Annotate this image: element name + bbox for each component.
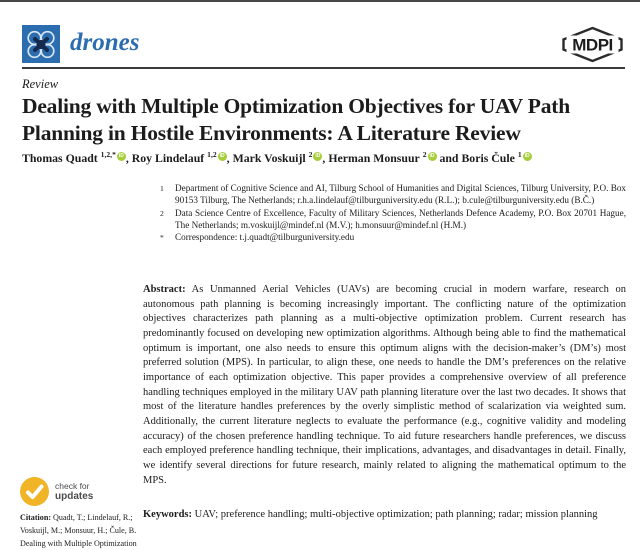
author: Herman Monsuur $^2$ iD and [328,150,462,165]
check-for-text: check for [55,481,90,491]
abstract-label: Abstract: [143,284,186,295]
keywords-label: Keywords: [143,509,192,520]
citation-line: Dealing with Multiple Optimization [20,539,137,548]
journal-name: drones [70,29,140,56]
affiliation-item [160,207,626,232]
mdpi-logo[interactable] [561,26,624,63]
abstract-paragraph [143,283,626,488]
affiliation-marker: 1 [160,184,164,193]
author: Roy Lindelauf $^{1,2}$ iD , [131,150,233,165]
correspondence-marker: * [160,233,164,243]
mdpi-hexagon-icon [561,26,624,63]
citation-text: Quadt, T.; Lindelauf, R.; [51,513,133,522]
affiliation-item [160,182,626,207]
top-edge-strip [0,0,640,2]
drones-journal-logo[interactable] [22,25,60,63]
citation-line: Voskuijl, M.; Monsuur, H.; Čule, B. [20,526,137,535]
orcid-icon[interactable]: iD [429,153,435,159]
check-for-updates-badge[interactable] [20,477,93,506]
authors-line [22,150,634,166]
citation-line [20,511,150,524]
citation-block [20,511,150,550]
affiliation-marker: 2 [160,208,164,218]
paper-title: Dealing with Multiple Optimization Objectives for UAV Path Planning in Hostile Environments: A Literature Review [22,94,570,145]
affiliation-text: Department of Cognitive Science and AI, Tilburg School of Humanities and Digital Sciences, Tilburg University, P.O. Box 90153 Tilburg, The Netherlands; r.h.a.lindelauf@tilburguniversity.edu (R.L.); b.cule@tilburguniversity.edu (B.Č.) [175,183,627,206]
checkmark-circle-icon [20,477,49,506]
updates-text: updates [55,490,94,502]
correspondence-text: Correspondence: t.j.quadt@tilburguniversity.edu [175,232,355,243]
orcid-icon[interactable]: iD [219,153,225,159]
orcid-icon[interactable]: iD [118,153,124,159]
abstract-text: As Unmanned Aerial Vehicles (UAVs) are becoming crucial in modern warfare, research on autonomous path planning is becoming increasingly important. The conflicting nature of the optimization objectives characterizes path planning as a multi-objective optimization problem. Current research has predominantly focused on developing new optimization algorithms. Although being able to find the mathematical optimum is important, one also needs to ensure this optimum aligns with the decision-maker’s (DM’s) most preferred solution (MPS). In particular, to align these, one needs to handle the DM’s preferences on the relative importance of each optimization objective. This paper provides a comprehensive overview of all preference handling techniques employed in the military UAV path planning literature over the last two decades. It shows that most of the literature handles preferences by the overly simplistic method of scalarization via weighted sum. Additionally, the current literature neglects to evaluate the performance (e.g., cognitive validity and modeling accuracy) of the chosen preference handling technique. To aid future researchers handle preferences, we discuss each employed preference handling technique, their implications, advantages, and disadvantages in detail. Finally, we identify several directions for future research, mainly related to aligning the mathematical optimum to the MPS. [143,284,626,486]
affiliation-text: Data Science Centre of Excellence, Faculty of Military Sciences, Netherlands Defence Academy, P.O. Box 20701 Hague, The Netherlands; m.voskuijl@mindef.nl (M.V.); h.monsuur@mindef.nl (H.M.) [175,207,626,230]
citation-label: Citation: [20,513,52,522]
orcid-icon[interactable]: iD [315,153,321,159]
header-divider [22,67,625,69]
check-for-updates-label [55,482,93,501]
author: Boris Čule $^1$ iD [461,150,530,165]
author: Mark Voskuijl $^2$ iD , [232,150,329,165]
article-type-label: Review [22,77,59,91]
affiliations-block [160,182,626,244]
affiliation-item [160,231,626,244]
drone-quadcopter-icon [22,25,60,63]
keywords-text: UAV; preference handling; multi-objective optimization; path planning; radar; mission planning [192,509,598,520]
keywords-line [143,509,626,520]
mdpi-logo-text: MDPI [572,35,613,55]
orcid-icon[interactable]: iD [524,153,530,159]
author: Thomas Quadt $^{1,2,*}$ iD , [22,150,132,165]
